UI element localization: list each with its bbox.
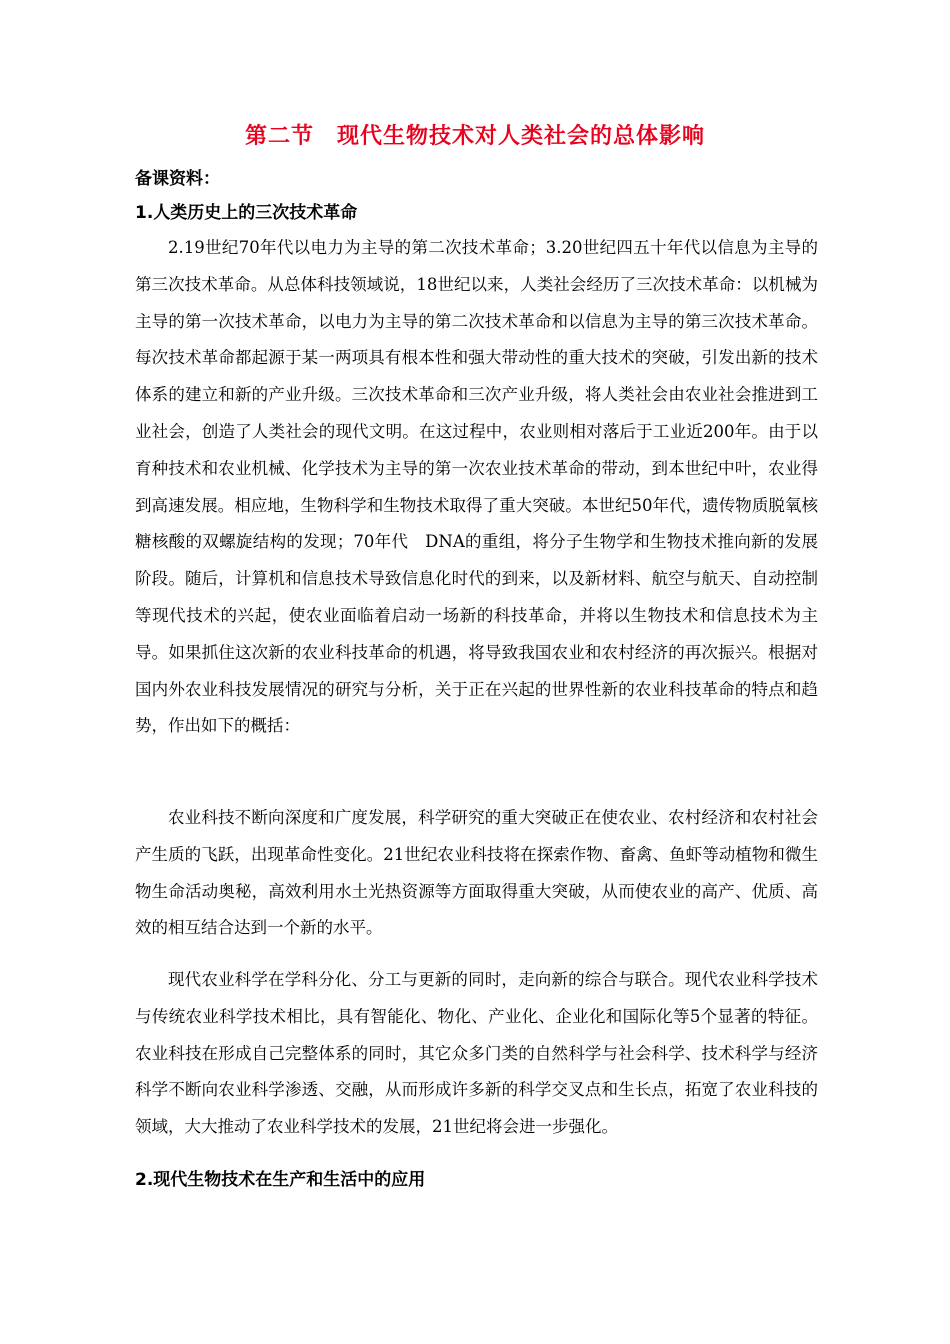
paragraph-1: 2.19世纪70年代以电力为主导的第二次技术革命；3.20世纪四五十年代以信息为主导的第三次技术革命。从总体科技领域说，18世纪以来，人类社会经历了三次技术革命：以机械为主导的第一次技术革命，以电力为主导的第二次技术革命和以信息为主导的第三次技术革命。每次技术革命都起源于某一两项具有根本性和强大带动性的重大技术的突破，引发出新的技术体系的建立和新的产业升级。三次技术革命和三次产业升级，将人类社会由农业社会推进到工业社会，创造了人类社会的现代文明。在这过程中，农业则相对落后于工业近200年。由于以育种技术和农业机械、化学技术为主导的第一次农业技术革命的带动，到本世纪中叶，农业得到高速发展。相应地，生物科学和生物技术取得了重大突破。本世纪50年代，遗传物质脱氧核糖核酸的双螺旋结构的发现；70年代 DNA的重组，将分子生物学和生物技术推向新的发展阶段。随后，计算机和信息技术导致信息化时代的到来，以及新材料、航空与航天、自动控制等现代技术的兴起，使农业面临着启动一场新的科技革命，并将以生物技术和信息技术为主导。如果抓住这次新的农业科技革命的机遇，将导致我国农业和农村经济的再次振兴。根据对国内外农业科技发展情况的研究与分析，关于正在兴起的世界性新的农业科技革命的特点和趋势，作出如下的概括： [135, 238, 818, 736]
section-heading-2: 2.现代生物技术在生产和生活中的应用 [135, 1170, 426, 1190]
document-title: 第二节 现代生物技术对人类社会的总体影响 [244, 124, 705, 149]
section-heading-1: 1.人类历史上的三次技术革命 [135, 203, 358, 223]
paragraph-3: 现代农业科学在学科分化、分工与更新的同时，走向新的综合与联合。现代农业科学技术与传统农业科学技术相比，具有智能化、物化、产业化、企业化和国际化等5个显著的特征。农业科技在形成自己完整体系的同时，其它众多门类的自然科学与社会科学、技术科学与经济科学不断向农业科学渗透、交融，从而形成许多新的科学交叉点和生长点，拓宽了农业科技的领域，大大推动了农业科学技术的发展，21世纪将会进一步强化。 [135, 970, 818, 1137]
paragraph-2: 农业科技不断向深度和广度发展，科学研究的重大突破正在使农业、农村经济和农村社会产生质的飞跃，出现革命性变化。21世纪农业科技将在探索作物、畜禽、鱼虾等动植物和微生物生命活动奥秘，高效利用水土光热资源等方面取得重大突破，从而使农业的高产、优质、高效的相互结合达到一个新的水平。 [135, 808, 818, 938]
prep-materials-label: 备课资料： [135, 169, 220, 189]
